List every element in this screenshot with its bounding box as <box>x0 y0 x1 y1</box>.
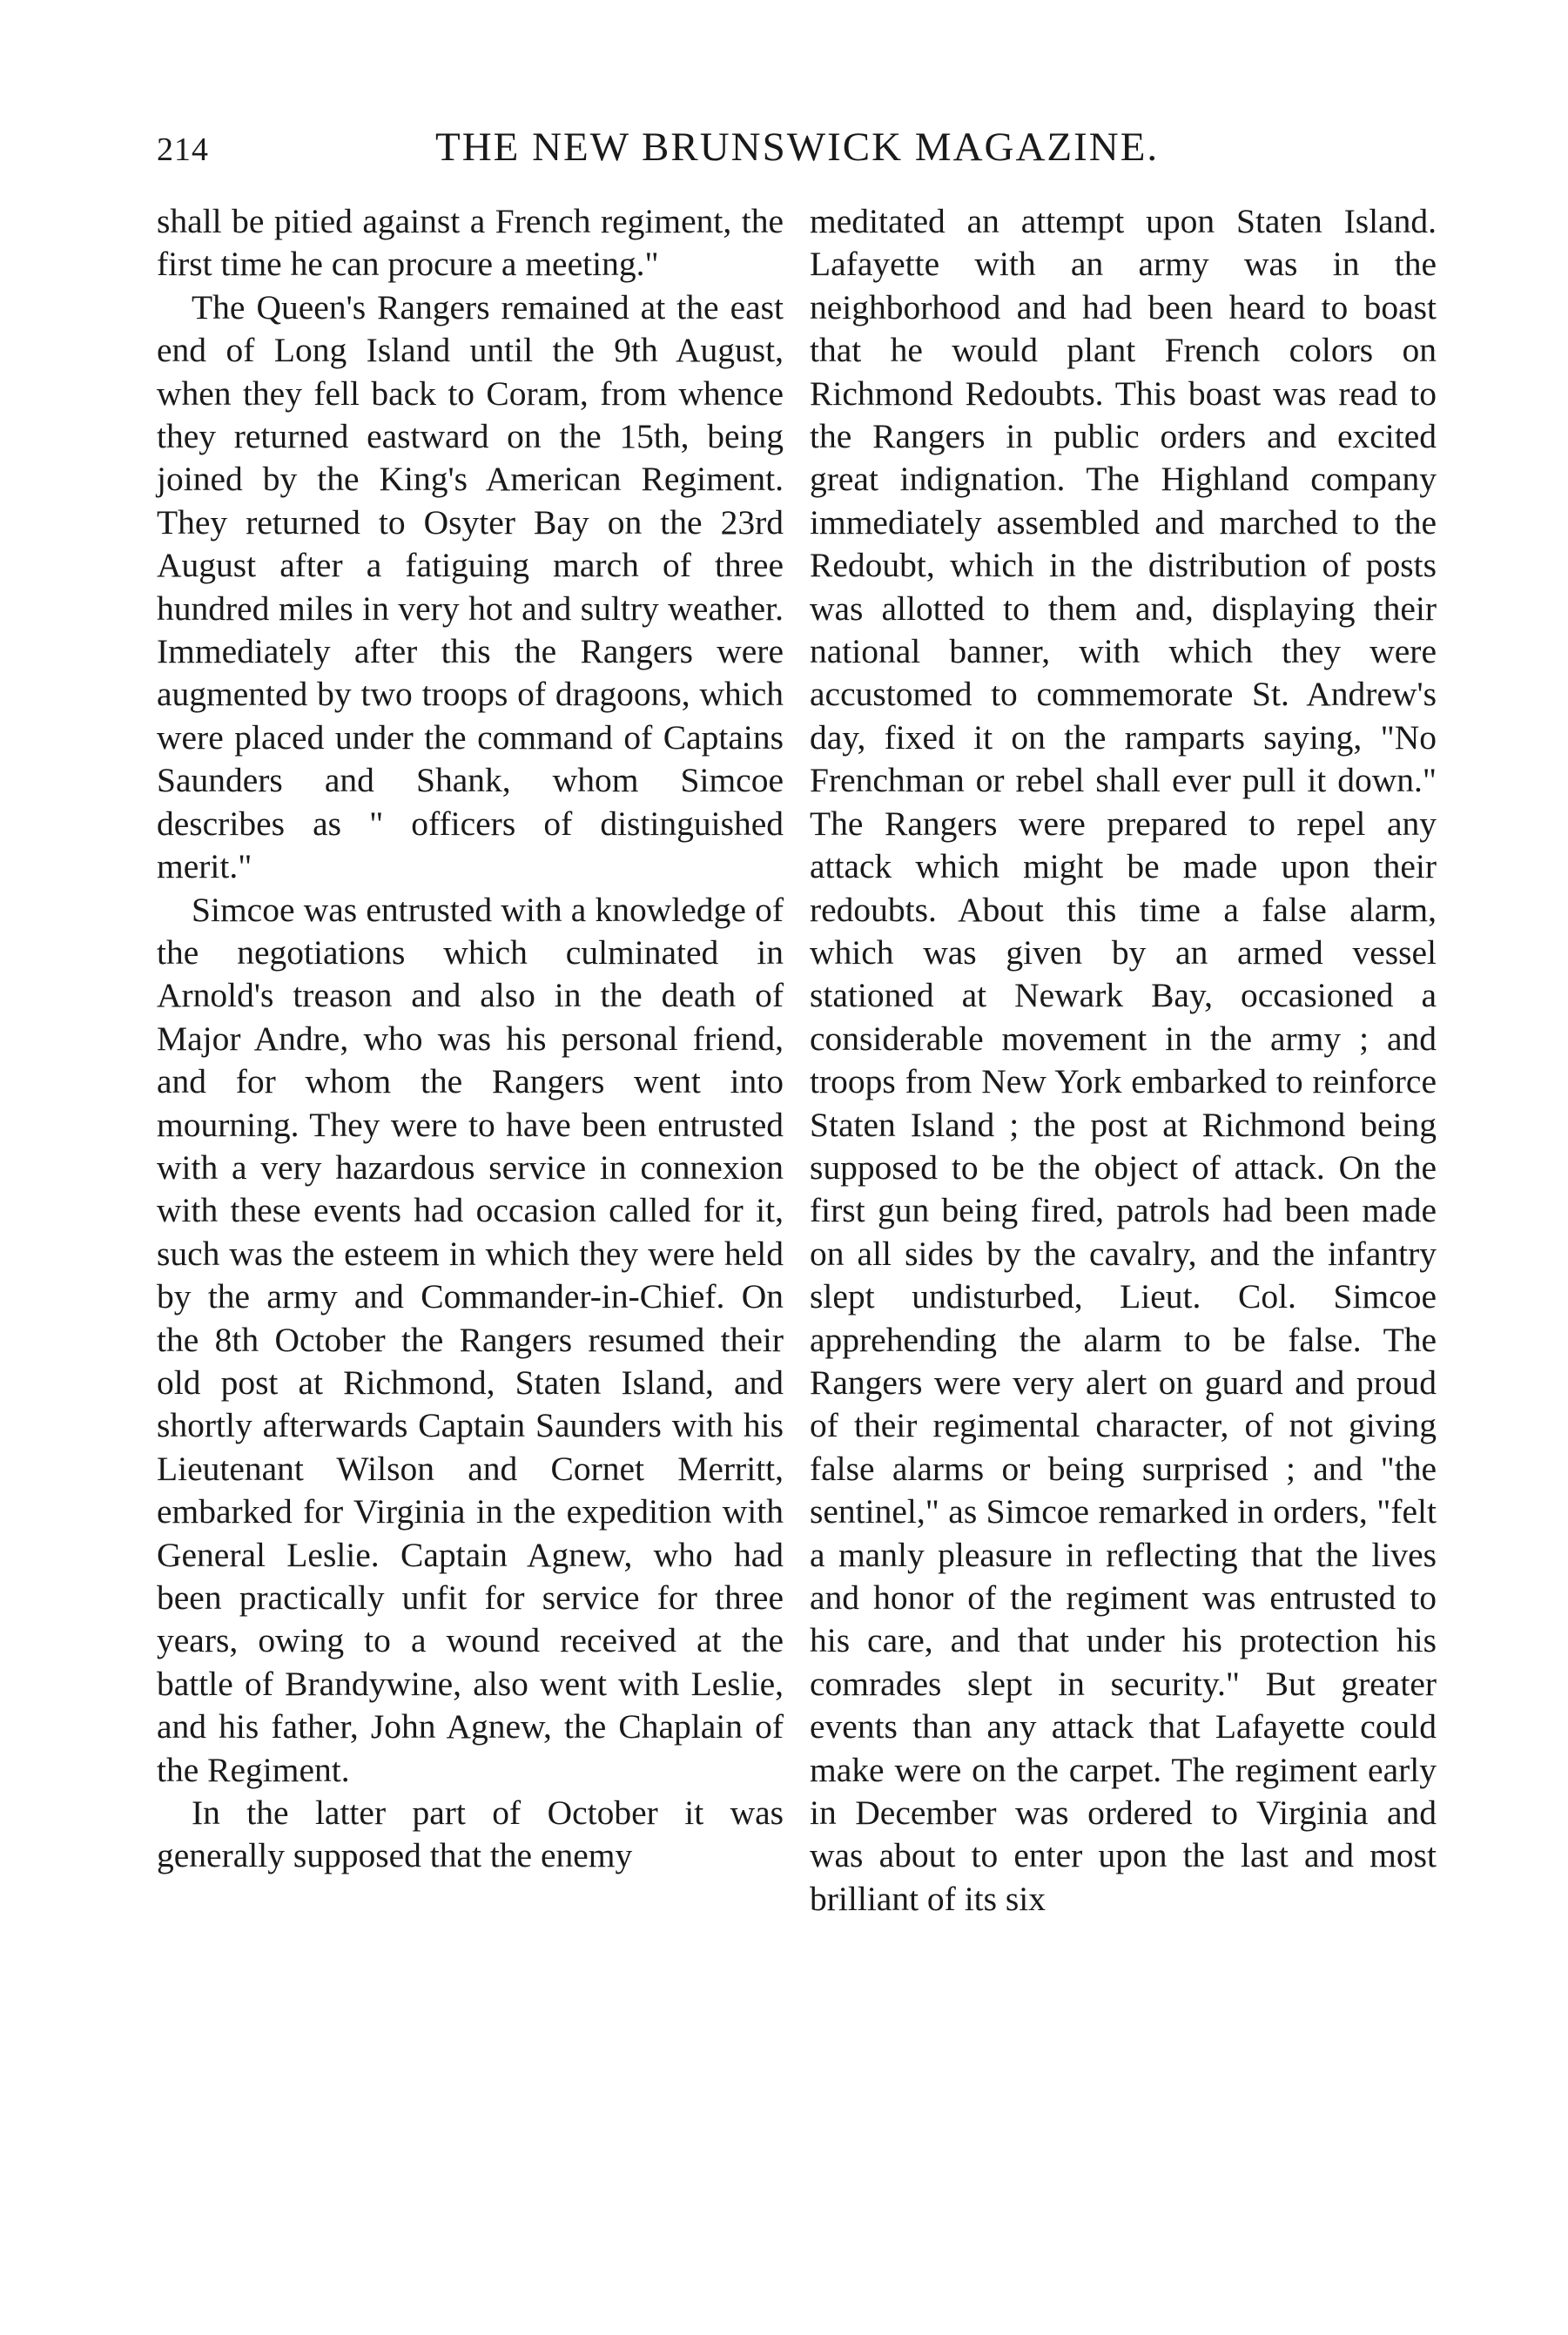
running-title: THE NEW BRUNSWICK MAGAZINE. <box>435 124 1160 170</box>
page-number: 214 <box>157 131 209 168</box>
paragraph: In the latter part of October it was generally supposed that the enemy <box>157 1793 784 1875</box>
left-column <box>157 200 784 2272</box>
paragraph: Simcoe was entrusted with a knowledge of the negotiations which culminated in Arnold's treason and also in the death of Major Andre, who was his personal friend, and for whom the Rangers went into mourning. They were to have been entrusted with a very hazardous service in connexion with these events had occasion called for it, such was the esteem in which they were held by the army and Commander-in-Chief. On the 8th October the Rangers resumed their old post at Richmond, Staten Island, and shortly afterwards Captain Saunders with his Lieutenant Wilson and Cornet Merritt, embarked for Virginia in the expedition with General Leslie. Captain Agnew, who had been practically unfit for service for three years, owing to a wound received at the battle of Brandywine, also went with Leslie, and his father, John Agnew, the Chaplain of the Regiment. <box>157 890 784 1789</box>
paragraph: meditated an attempt upon Staten Island. Lafayette with an army was in the neighborhood and had been heard to boast that he would plant French colors on Richmond Redoubts. This boast was read to the Rangers in public orders and excited great indignation. The Highland company immediately assembled and marched to the Redoubt, which in the distribution of posts was allotted to them and, displaying their national banner, with which they were accustomed to commemorate St. Andrew's day, fixed it on the ramparts saying, "No Frenchman or rebel shall ever pull it down." The Rangers were prepared to repel any attack which might be made upon their redoubts. About this time a false alarm, which was given by an armed vessel stationed at Newark Bay, occasioned a considerable movement in the army ; and troops from New York embarked to reinforce Staten Island ; the post at Richmond being supposed to be the object of attack. On the first gun being fired, patrols had been made on all sides by the cavalry, and the infantry slept undisturbed, Lieut. Col. Simcoe apprehending the alarm to be false. The Rangers were very alert on guard and proud of their regimental character, of not giving false alarms or being surprised ; and "the sentinel," as Simcoe remarked in orders, "felt a manly pleasure in reflecting that the lives and honor of the regiment was entrusted to his care, and that under his protection his comrades slept in security." But greater events than any attack that Lafayette could make were on the carpet. The regiment early in December was ordered to Virginia and was about to enter upon the last and most brilliant of its six <box>810 202 1437 1918</box>
right-column <box>810 200 1437 2272</box>
page-header <box>157 124 1410 185</box>
paragraph: The Queen's Rangers remained at the east end of Long Island until the 9th August, when they fell back to Coram, from whence they returned eastward on the 15th, being joined by the King's American Regiment. They returned to Osyter Bay on the 23rd August after a fatiguing march of three hundred miles in very hot and sultry weather. Immediately after this the Rangers were augmented by two troops of dragoons, which were placed under the command of Captains Saunders and Shank, whom Simcoe describes as " officers of distinguished merit." <box>157 287 784 886</box>
paragraph: shall be pitied against a French regiment, the first time he can procure a meeting." <box>157 202 784 284</box>
